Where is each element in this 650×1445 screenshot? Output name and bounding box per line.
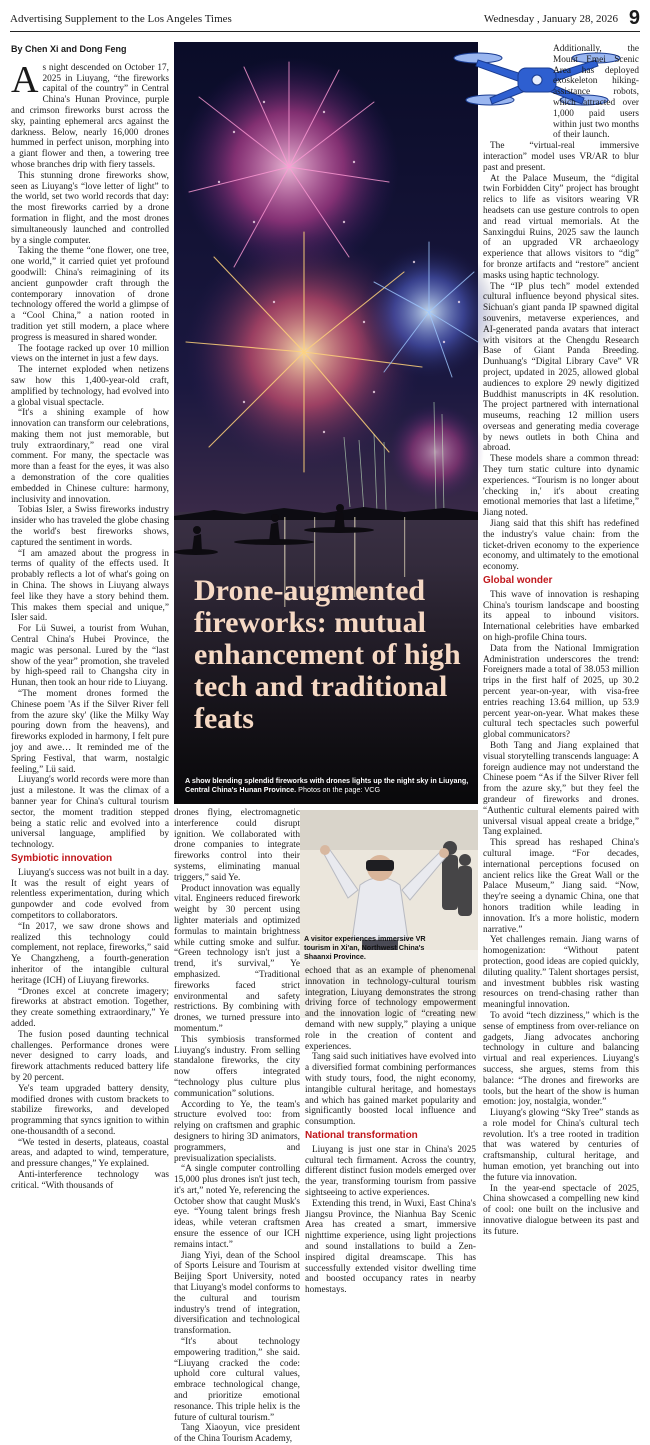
drop-cap: A (11, 58, 39, 101)
paragraph: This spread has reshaped China's cultural image. “For decades, international perceptions focused on ancient relics like the Great Wall or the Palace Museum,” Jiang said. “Now, they're seeing a dynamic China, one that honors tradition while leading in innovation. It's a more holistic, modern narrative.” (483, 838, 639, 935)
paragraph: Tobias Isler, a Swiss fireworks industry insider who has traveled the globe chasing the world's best fireworks shows, captured the sentiment in words. (11, 505, 170, 548)
paragraph: Tang Xiaoyun, vice president of the China Tourism Academy, (174, 1423, 300, 1445)
section-subhead: Symbiotic innovation (11, 852, 113, 864)
paragraph: “It's a shining example of how innovation can transform our celebrations, making them not just memorable, but truly extraordinary,” read one viral comment. For many, the spectacle was more than a feast for the eyes, it was also a demonstration of the core qualities embedded in Chinese culture: harmony, inclusivity and innovation. (11, 408, 169, 505)
publication-name: Advertising Supplement to the Los Angeles Times (10, 13, 232, 25)
paragraph: According to Ye, the team's structure evolved too: from relying on craftsmen and graphic designers to hiring 3D animators, programmers, and previsualization specialists. (174, 1099, 300, 1164)
section-subhead: Global wonder (483, 575, 553, 587)
paragraph: drones flying, electromagnetic interference could disrupt ignition. We collaborated with drone companies to integrate fireworks control into their systems, eliminating manual triggers,” said Ye. (174, 808, 300, 883)
paragraph: This stunning drone fireworks show, seen as Liuyang's “love letter of light” to the world, set two world records that day: the most fireworks carried by a drone formation in flight, and the most drones simultaneously launched and controlled by a single computer. (11, 170, 169, 246)
hero-caption-text: A show blending splendid fireworks with drones lights up the night sky in Liuyang, Central China's Hunan Province. (185, 776, 469, 794)
paragraph: These models share a common thread: They turn static culture into dynamic experiences. “Tourism is no longer about 'checking in,' it's about creating emotional memories that last a lifetime,” Jiang noted. (483, 454, 639, 519)
paragraph: At the Palace Museum, the “digital twin Forbidden City” project has brought relics to life as visitors wearing VR headsets can use gesture controls to open and read virtual memorials. At the Sanxingdui Ruins, 2025 saw the launch of an upgraded VR archaeology experience that allows visitors to “dig” for bronze artifacts and “restore” ancient masks using haptic technology. (483, 173, 639, 281)
paragraph: Additionally, the Mount Emei Scenic Area has deployed exoskeleton hiking-assistance robots, which attracted over 1,000 paid users within just two months of their launch. (553, 44, 639, 141)
byline: By Chen Xi and Dong Feng (11, 44, 127, 54)
column-4 (483, 44, 639, 1396)
paragraph: This symbiosis transformed Liuyang's industry. From selling standalone fireworks, the city now offers integrated “technology plus culture plus communication” solutions. (174, 1034, 300, 1099)
paragraph: Taking the theme “one flower, one tree, one world,” it carried quiet yet profound goodwill: China's reimagining of its ancient gunpowder craft through the contemporary innovation of drone technology offered the world a glimpse of a “Cool China,” a nation rooted in tradition yet still modern, a place where progress is measured in shared wonder. (11, 246, 169, 343)
paragraph: Jiang Yiyi, dean of the School of Sports Leisure and Tourism at Beijing Sport University, noted that Liuyang's model conforms to the cultural and tourism industry's trend of integration, diversification and technological transformation. (174, 1250, 300, 1337)
vr-caption: A visitor experiences immersive VR tourism in Xi'an, Northwest China's Shaanxi Province. (304, 934, 426, 961)
paragraph: Ye's team upgraded battery density, modified drones with custom brackets to stabilize fireworks, and developed programming that syncs ignition to within one-thousandth of a second. (11, 1083, 169, 1137)
hero-caption (185, 776, 471, 794)
paragraph: Jiang said that this shift has redefined the industry's value chain: from the ticket-driven economy to the experience economy, and ultimately to the emotional economy. (483, 519, 639, 573)
issue-date: Wednesday , January 28, 2026 (483, 13, 618, 25)
column-2 (174, 808, 300, 1445)
page-number: 9 (628, 7, 640, 29)
paragraph: Tang said such initiatives have evolved into a diversified format combining performances with study tours, food, the night economy, intangible cultural heritage, and homestays and which has gained market popularity and significantly boosted local influence and consumption. (305, 1052, 476, 1128)
paragraph: The footage racked up over 10 million views on the internet in just a few days. (11, 343, 169, 365)
paragraph: “We tested in deserts, plateaus, coastal areas, and adapted to wind, temperature, and pressure changes,” Ye explained. (11, 1137, 169, 1170)
paragraph: To avoid “tech dizziness,” which is the sense of emptiness from over-reliance on gadgets, Jiang advocates anchoring technology in culture and balancing virtual and real experiences. Liuyang's success, she argues, stems from this balance: “The drones and fireworks are tools, but the heart of the show is human emotion: joy, nostalgia, wonder.” (483, 1010, 639, 1108)
paragraph: “The moment drones formed the Chinese poem 'As if the Silver River fell from the azure sky' (like the Milky Way pouring down from the heavens), and fireworks exploded in harmony, I felt pure joy and awe… It reminded me of the Spring Festival, that warm, nostalgic feeling,” Lü said. (11, 689, 169, 775)
paragraph: This wave of innovation is reshaping China's tourism landscape and boosting its appeal to inbound visitors. International celebrities have embarked on high-profile China tours. (483, 589, 639, 644)
paragraph: “A single computer controlling 15,000 plus drones isn't just tech, it's art,” noted Ye, referencing the October show that caught Musk's eye. “Young talent brings fresh ideas, while veteran craftsmen ensure the essence of our ICH remains intact.” (174, 1164, 300, 1250)
headline: Drone-augmented fireworks: mutual enhancement of high tech and traditional feats (194, 574, 461, 735)
paragraph: “I am amazed about the progress in terms of quality of the effects used. It probably reflects a lot of what's going on in China. The shows in Liuyang always feel like they have a story behind them. This makes them special and unique,” Isler said. (11, 548, 169, 624)
paragraph: Liuyang's success was not built in a day. It was the result of eight years of relentless experimentation, during which gunpowder and code evolved from competitors to collaborators. (11, 867, 169, 921)
paragraph: Liuyang's world records were more than just a milestone. It was the climax of a banner year for China's cultural tourism sector, the moment tradition stepped being a static relic and evolved into a universal language, amplified by technology. (11, 775, 169, 851)
paragraph: Product innovation was equally vital. Engineers reduced firework weight by 30 percent using lighter materials and optimized formulas to maintain brightness while cutting smoke and sulfur. “Green technology isn't just a trend, it's survival,” Ye emphasized. “Traditional fireworks faced strict environmental and safety restrictions. By combining with drones, we turned pressure into momentum.” (174, 883, 300, 1034)
paragraph: Data from the National Immigration Administration underscores the trend: Foreigners made a total of 38.053 million trips in the first half of 2025, up 30.2 percent year-on-year, with visa-free entries reaching 13.64 million, up 53.9 percent year-on-year. What makes these cultural tech spectacles such powerful global communicators? (483, 643, 639, 741)
paragraph: echoed that as an example of phenomenal innovation in technology-cultural tourism integration, Liuyang demonstrates the strong driving force of technology empowerment and the innovation logic of “creating new demand with new supply,” playing a unique role in the creation of content and experiences. (305, 966, 476, 1052)
paragraph: In the year-end spectacle of 2025, China showcased a compelling new kind of cool: one built on the inclusive and innovative dialogue between its past and its future. (483, 1183, 639, 1237)
page-header (10, 8, 640, 32)
paragraph: “Drones excel at concrete imagery; fireworks at abstract emotion. Together, they create something extraordinary,” Ye added. (11, 986, 169, 1029)
photo-credit: Photos on the page: VCG (298, 785, 381, 794)
paragraph: “It's about technology empowering tradition,” she said. “Liuyang cracked the code: uphold core cultural values, embrace technological change, and prioritize emotional resonance. This triple helix is the future of cultural tourism.” (174, 1337, 300, 1423)
paragraph: The fusion posed daunting technical challenges. Performance drones were never designed to carry loads, and firework attachments reduced battery life by 20 percent. (11, 1029, 169, 1083)
paragraph: Anti-interference technology was critical. “With thousands of (11, 1170, 169, 1191)
paragraph: Both Tang and Jiang explained that visual storytelling transcends language: A foreign audience may not understand the Chinese poem “As if the Silver River fell from the azure sky,” but they feel the grandeur of fireworks and drones. “Authentic cultural elements paired with universal visual appeal create a bridge,” Tang explained. (483, 741, 639, 838)
paragraph: The internet exploded when netizens saw how this 1,400-year-old craft, amplified by technology, had evolved into a global visual spectacle. (11, 365, 169, 408)
paragraph: “In 2017, we saw drone shows and realized this technology could complement, not replace, fireworks,” said Ye Changzheng, a fourth-generation inheritor of the intangible cultural heritage (ICH) of Liuyang fireworks. (11, 921, 169, 986)
paragraph: As night descended on October 17, 2025 in Liuyang, “the fireworks capital of the country” in Central China's Hunan Province, purple and crimson fireworks burst across the sky, painting ephemeral arcs against the darkness. Below, nearly 16,000 drones hummed in perfect unison, morphing into a giant flower and then, a towering tree whose branches drip with fiery tassels. (11, 58, 169, 170)
paragraph: Liuyang's glowing “Sky Tree” stands as a role model for China's cultural tech revolution. It's a tree rooted in tradition that was watered by centuries of craftsmanship, cultural heritage, and human emotion, yet branching out into the future via innovation. (483, 1108, 639, 1183)
section-subhead: National transformation (305, 1129, 418, 1141)
paragraph: Extending this trend, in Wuxi, East China's Jiangsu Province, the Nianhua Bay Scenic Area has created a smart, immersive nighttime experience, using light projections and sound installations to build a Zen-inspired digital dreamscape. This has successfully extended visitor dwelling time and boosted occupancy rates in nearby homestays. (305, 1198, 476, 1296)
hero-fireworks-photo (174, 42, 478, 804)
paragraph: The “virtual-real immersive interaction” model uses VR/AR to blur past and present. (483, 141, 639, 173)
paragraph: For Lü Suwei, a tourist from Wuhan, Central China's Hubei Province, the magic was personal. Lured by the “last show of the year” promotion, she traveled by high-speed rail to Changsha city in Hunan, then took an hour ride to Liuyang. (11, 624, 169, 689)
paragraph: Liuyang is just one star in China's 2025 cultural tech firmament. Across the country, different distinct fusion models emerged over the year, transforming tourism from passive sightseeing to active experiences. (305, 1144, 476, 1198)
column-3 (305, 966, 476, 1396)
paragraph: Yet challenges remain. Jiang warns of homogenization: “Without patent protection, good ideas are copied quickly, diluting quality.” Talent shortages persist, and investment bubbles risk wasting resources on trend-chasing rather than meaningful innovation. (483, 935, 639, 1011)
column-1 (11, 44, 169, 1396)
paragraph: The “IP plus tech” model extended cultural influence beyond physical sites. Sichuan's giant panda IP spawned digital souvenirs, metaverse experiences, and AI-generated panda avatars that interact with visitors at the Chengdu Research Base of Giant Panda Breeding. Dunhuang's “Digital Library Cave” VR project, updated in 2025, allowed global audiences to explore 29 newly digitized Buddhist manuscripts in 4K resolution. The project partnered with international museums, reaching 12 million users overseas and generating media coverage by news outlets in both China and abroad. (483, 281, 639, 454)
